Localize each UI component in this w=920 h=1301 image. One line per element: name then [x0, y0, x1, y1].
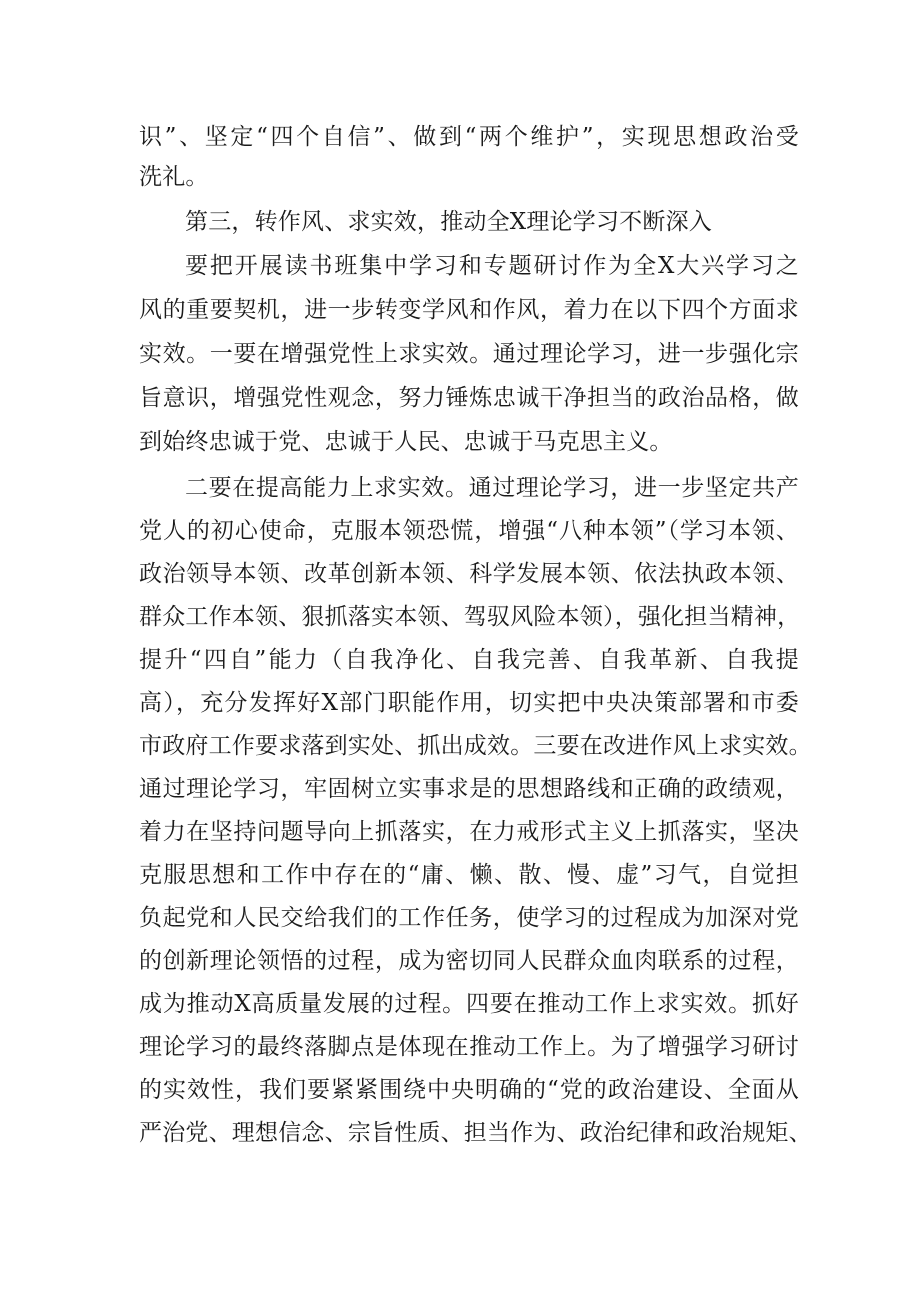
- text-line: 旨意识，增强党性观念，努力锤炼忠诚干净担当的政治品格，做: [139, 385, 799, 411]
- text-line: 实效。一要在增强党性上求实效。通过理论学习，进一步强化宗: [139, 341, 799, 367]
- paragraph-first-line: 要把开展读书班集中学习和专题研讨作为全X大兴学习之: [185, 253, 799, 279]
- text-line: 的创新理论领悟的过程，成为密切同人民群众血肉联系的过程，: [139, 948, 799, 974]
- text-line: 市政府工作要求落到实处、抓出成效。三要在改进作风上求实效。: [139, 733, 812, 759]
- text-line: 负起党和人民交给我们的工作任务，使学习的过程成为加深对党: [139, 905, 799, 931]
- paragraph-first-line: 二要在提高能力上求实效。通过理论学习，进一步坚定共产: [185, 475, 799, 501]
- text-line: 着力在坚持问题导向上抓落实，在力戒形式主义上抓落实，坚决: [139, 819, 799, 845]
- text-line: 提升“四自”能力（自我净化、自我完善、自我革新、自我提: [139, 647, 799, 673]
- text-line: 洗礼。: [139, 164, 209, 190]
- text-line: 党人的初心使命，克服本领恐慌，增强“八种本领”（学习本领、: [139, 518, 799, 544]
- text-line: 克服思想和工作中存在的“庸、懒、散、慢、虚”习气，自觉担: [139, 862, 799, 888]
- text-line: 高），充分发挥好X部门职能作用，切实把中央决策部署和市委: [139, 690, 799, 716]
- text-line: 到始终忠诚于党、忠诚于人民、忠诚于马克思主义。: [139, 429, 673, 455]
- text-line: 通过理论学习，牢固树立实事求是的思想路线和正确的政绩观，: [139, 776, 799, 802]
- text-line: 识”、坚定“四个自信”、做到“两个维护”，实现思想政治受: [139, 124, 799, 150]
- text-line: 群众工作本领、狠抓落实本领、驾驭风险本领），强化担当精神，: [139, 604, 801, 630]
- text-line: 理论学习的最终落脚点是体现在推动工作上。为了增强学习研讨: [139, 1034, 799, 1060]
- text-line: 严治党、理想信念、宗旨性质、担当作为、政治纪律和政治规矩、: [139, 1120, 812, 1146]
- text-line: 政治领导本领、改革创新本领、科学发展本领、依法执政本领、: [139, 561, 799, 587]
- section-heading: 第三，转作风、求实效，推动全X理论学习不断深入: [185, 209, 712, 235]
- text-line: 风的重要契机，进一步转变学风和作风，着力在以下四个方面求: [139, 297, 799, 323]
- text-line: 成为推动X高质量发展的过程。四要在推动工作上求实效。抓好: [139, 991, 799, 1017]
- text-line: 的实效性，我们要紧紧围绕中央明确的“党的政治建设、全面从: [139, 1077, 799, 1103]
